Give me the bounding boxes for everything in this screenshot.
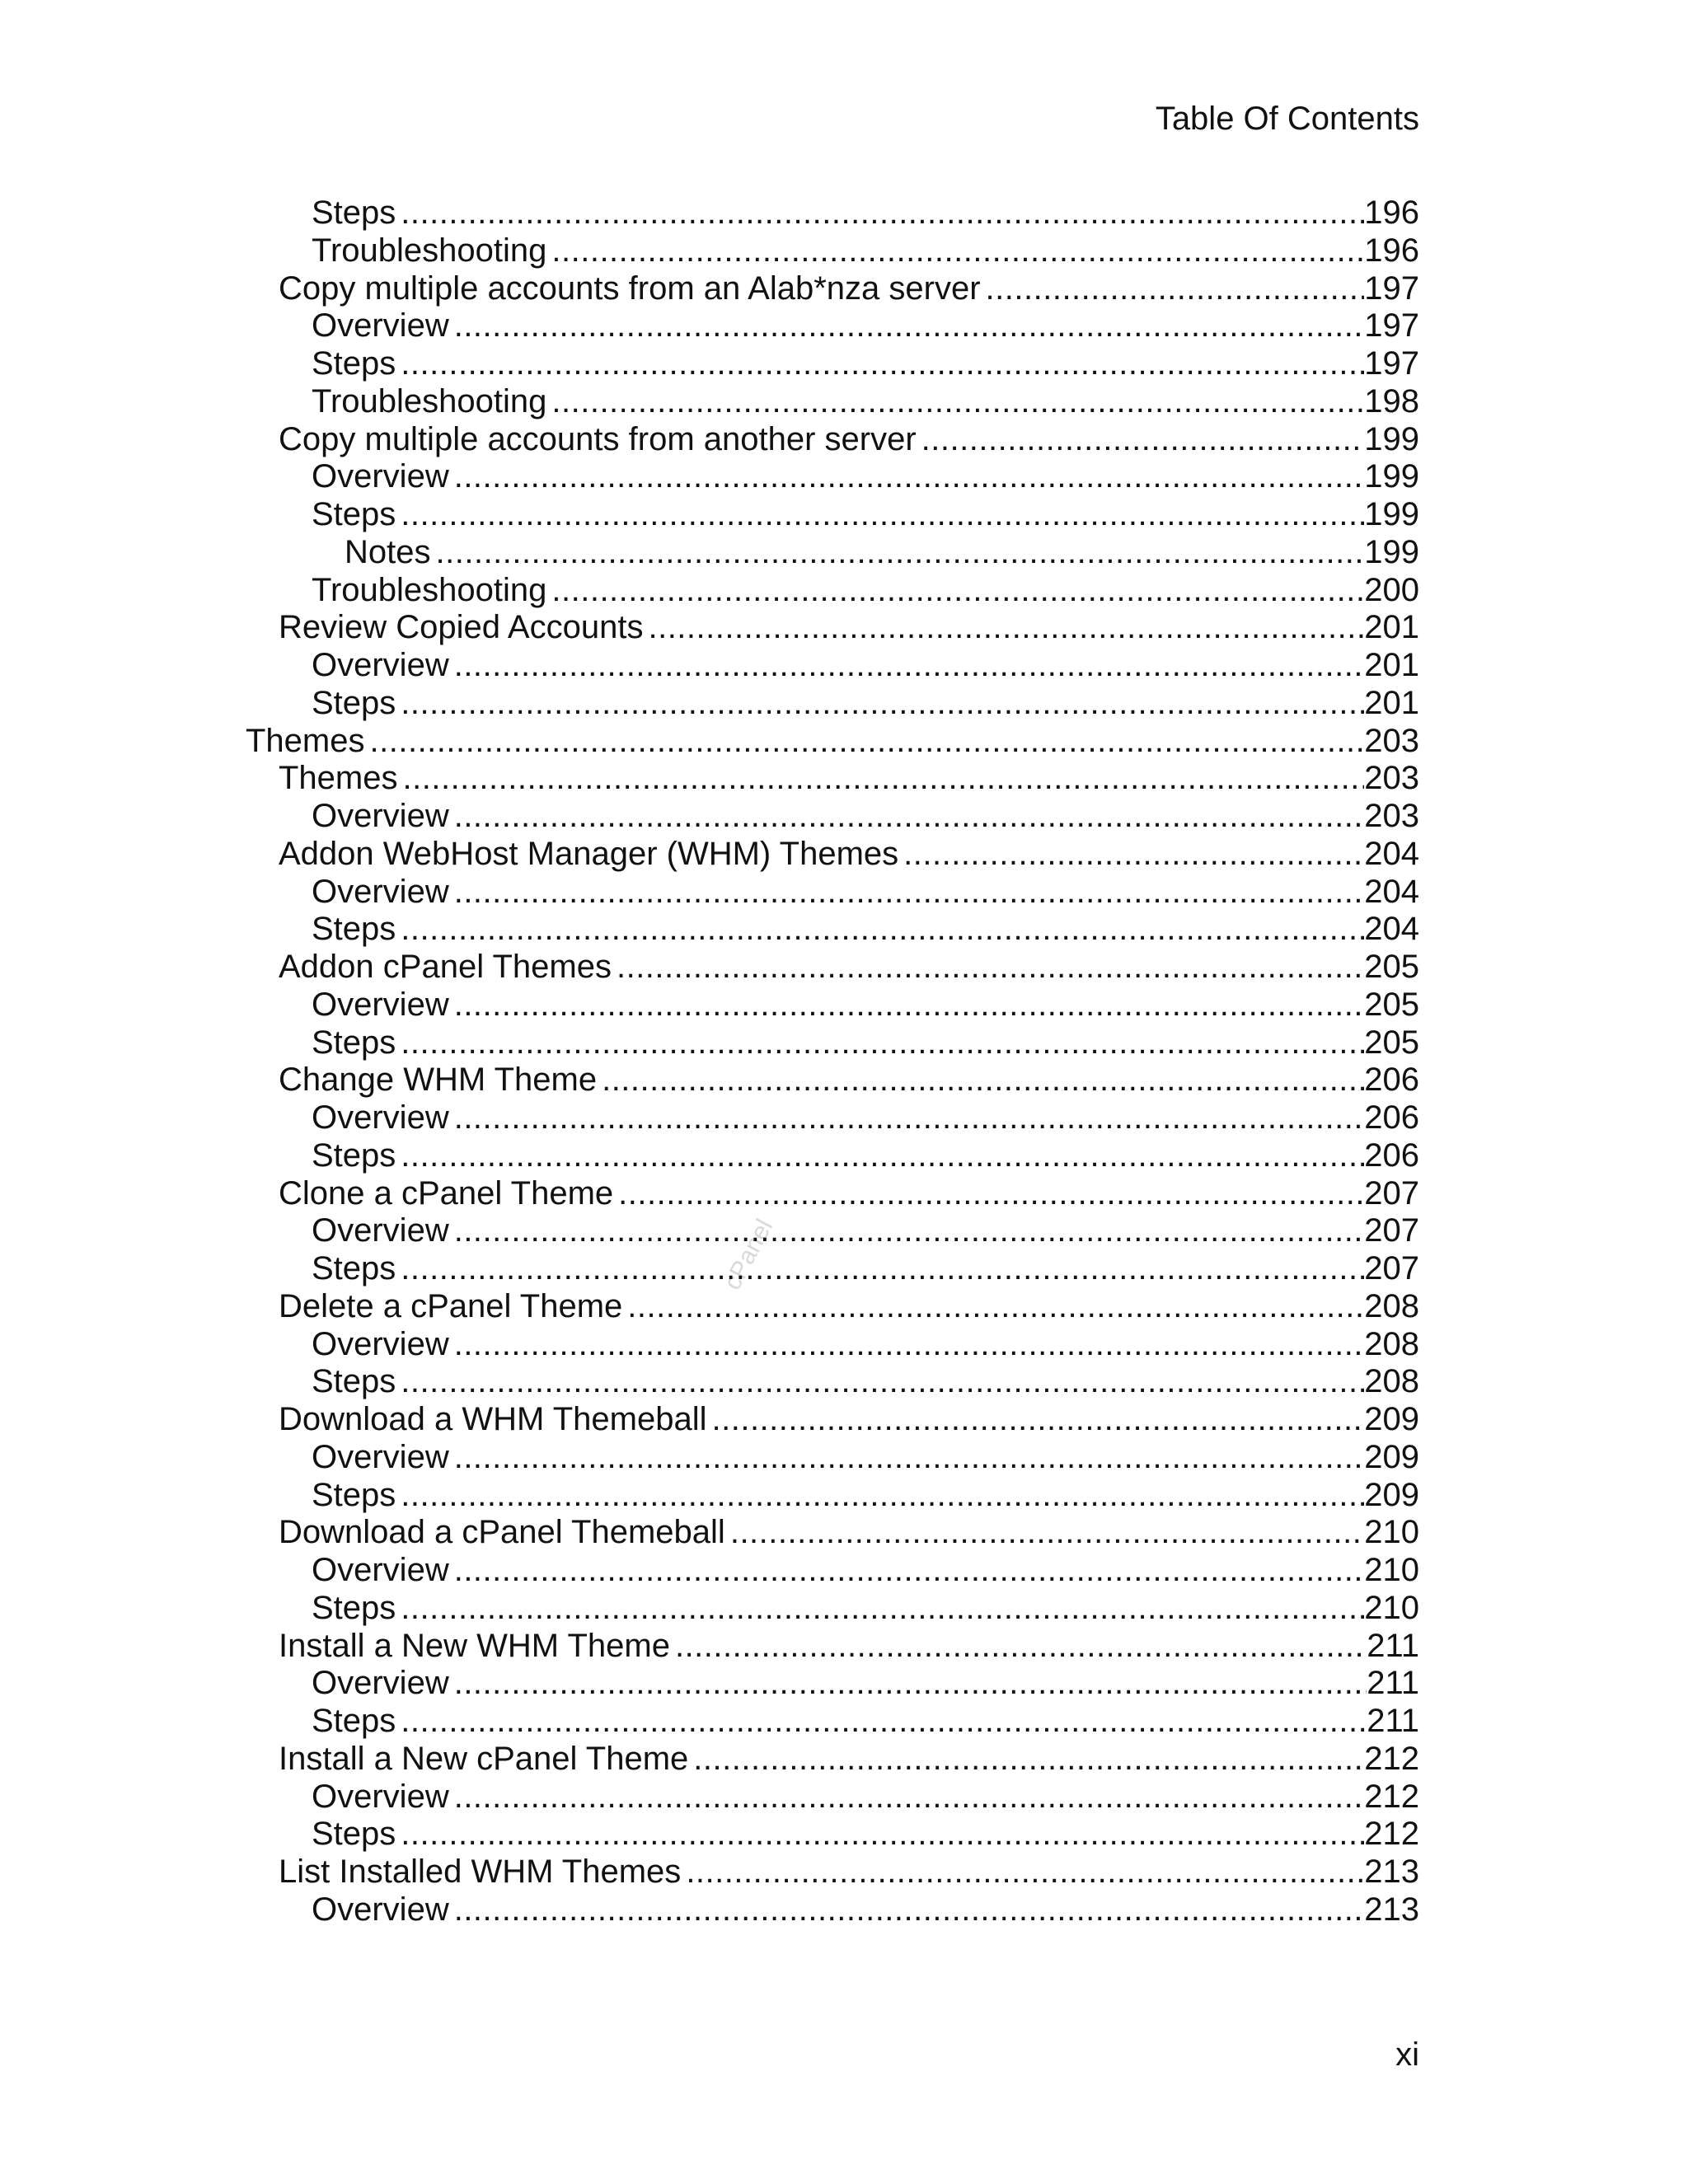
toc-entry-page: 208	[1364, 1287, 1419, 1324]
toc-entry-page: 204	[1364, 835, 1419, 872]
toc-entry-page: 203	[1364, 760, 1419, 797]
dot-leader	[396, 1024, 1364, 1062]
toc-entry-page: 212	[1364, 1778, 1419, 1815]
dot-leader	[449, 1438, 1365, 1476]
toc-entry-title: Steps	[312, 345, 396, 382]
dot-leader	[981, 269, 1365, 307]
toc-entry[interactable]	[312, 797, 1419, 835]
toc-entry-title: Review Copied Accounts	[279, 609, 644, 646]
toc-entry[interactable]	[312, 382, 1419, 420]
toc-entry[interactable]	[312, 684, 1419, 722]
toc-entry[interactable]	[312, 495, 1419, 533]
toc-entry-title: Overview	[312, 1665, 449, 1702]
toc-entry[interactable]	[312, 1362, 1419, 1400]
toc-entry-page: 205	[1364, 986, 1419, 1023]
toc-entry-title: Troubleshooting	[312, 232, 547, 269]
toc-entry-page: 200	[1364, 571, 1419, 608]
toc-entry[interactable]	[312, 1438, 1419, 1476]
dot-leader	[449, 797, 1365, 835]
dot-leader	[449, 1551, 1365, 1589]
dot-leader	[449, 1664, 1367, 1702]
toc-entry-title: Install a New WHM Theme	[279, 1627, 670, 1664]
toc-entry-page: 199	[1364, 458, 1419, 495]
dot-leader	[396, 1476, 1364, 1514]
toc-entry[interactable]	[312, 1551, 1419, 1589]
dot-leader	[643, 608, 1364, 646]
dot-leader	[449, 457, 1365, 495]
dot-leader	[546, 232, 1364, 269]
toc-entry-page: 207	[1364, 1212, 1419, 1249]
toc-entry[interactable]	[279, 759, 1419, 797]
dot-leader	[396, 910, 1364, 948]
dot-leader	[396, 1249, 1364, 1287]
dot-leader	[898, 835, 1364, 873]
toc-entry-title: Themes	[246, 722, 365, 759]
dot-leader	[670, 1627, 1367, 1665]
toc-entry-page: 212	[1364, 1816, 1419, 1853]
toc-entry-page: 199	[1364, 533, 1419, 570]
toc-entry[interactable]	[312, 1664, 1419, 1702]
toc-entry-title: Steps	[312, 194, 396, 231]
toc-entry[interactable]	[312, 457, 1419, 495]
toc-entry[interactable]	[312, 873, 1419, 911]
toc-entry[interactable]	[312, 1476, 1419, 1514]
toc-entry-title: Overview	[312, 1325, 449, 1362]
toc-entry[interactable]	[246, 722, 1419, 760]
toc-entry-title: Overview	[312, 1778, 449, 1815]
dot-leader	[706, 1400, 1364, 1438]
dot-leader	[612, 948, 1364, 986]
toc-entry[interactable]	[279, 835, 1419, 873]
watermark: cPanel	[719, 1215, 779, 1295]
toc-entry-title: Steps	[312, 911, 396, 948]
dot-leader	[396, 684, 1364, 722]
toc-entry[interactable]	[312, 1891, 1419, 1929]
toc-entry-page: 206	[1364, 1137, 1419, 1174]
toc-entry-title: Steps	[312, 496, 396, 532]
toc-entry-page: 208	[1364, 1363, 1419, 1400]
toc-entry[interactable]	[312, 1815, 1419, 1853]
toc-entry[interactable]	[312, 646, 1419, 684]
dot-leader	[449, 646, 1365, 684]
toc-entry-title: Steps	[312, 1476, 396, 1513]
toc-entry[interactable]	[279, 1513, 1419, 1551]
toc-entry-page: 205	[1364, 949, 1419, 985]
toc-entry-title: Copy multiple accounts from an Alab*nza server	[279, 269, 981, 307]
dot-leader	[396, 1137, 1364, 1174]
toc-entry-title: Steps	[312, 1816, 396, 1853]
toc-entry-title: Troubleshooting	[312, 571, 547, 608]
toc-entry-page: 209	[1364, 1476, 1419, 1513]
toc-entry[interactable]	[312, 1702, 1419, 1740]
toc-entry-page: 199	[1364, 496, 1419, 532]
toc-entry[interactable]	[312, 194, 1419, 232]
dot-leader	[546, 382, 1364, 420]
dot-leader	[396, 1815, 1364, 1853]
toc-entry[interactable]	[312, 1099, 1419, 1137]
dot-leader	[597, 1061, 1364, 1099]
toc-entry-title: Install a New cPanel Theme	[279, 1740, 689, 1777]
toc-entry[interactable]	[279, 269, 1419, 307]
dot-leader	[622, 1287, 1364, 1325]
toc-entry-page: 196	[1364, 232, 1419, 269]
toc-entry-title: Overview	[312, 458, 449, 495]
toc-entry[interactable]	[345, 533, 1419, 571]
dot-leader	[431, 533, 1365, 571]
toc-entry[interactable]	[279, 948, 1419, 986]
toc-entry-title: Steps	[312, 1137, 396, 1174]
dot-leader	[365, 722, 1365, 760]
dot-leader	[396, 1702, 1367, 1740]
toc-entry-page: 201	[1364, 647, 1419, 683]
toc-entry-title: Steps	[312, 1703, 396, 1739]
toc-entry[interactable]	[279, 420, 1419, 458]
toc-entry[interactable]	[312, 1212, 1419, 1249]
dot-leader	[546, 571, 1364, 609]
dot-leader	[449, 307, 1365, 344]
toc-entry-page: 209	[1364, 1401, 1419, 1437]
toc-entry-title: Download a WHM Themeball	[279, 1401, 707, 1437]
toc-entry[interactable]	[312, 1589, 1419, 1627]
toc-entry[interactable]	[279, 1287, 1419, 1325]
dot-leader	[396, 1362, 1364, 1400]
toc-entry-page: 199	[1364, 420, 1419, 457]
toc-entry-title: Troubleshooting	[312, 382, 547, 419]
dot-leader	[449, 1212, 1365, 1249]
toc-entry-page: 213	[1364, 1891, 1419, 1928]
dot-leader	[449, 1099, 1365, 1137]
toc-entry-title: Overview	[312, 798, 449, 834]
toc-entry-title: Addon cPanel Themes	[279, 949, 612, 985]
dot-leader	[688, 1740, 1364, 1778]
toc-entry[interactable]	[279, 608, 1419, 646]
toc-entry[interactable]	[312, 1778, 1419, 1816]
page-number: xi	[1395, 2036, 1419, 2073]
toc-entry-page: 209	[1364, 1438, 1419, 1475]
dot-leader	[396, 344, 1364, 382]
toc-entry-page: 197	[1364, 345, 1419, 382]
toc-entry[interactable]	[312, 986, 1419, 1024]
toc-entry[interactable]	[279, 1400, 1419, 1438]
toc-entry-page: 210	[1364, 1514, 1419, 1551]
toc-entry-title: Overview	[312, 647, 449, 683]
toc-entry-page: 210	[1364, 1589, 1419, 1626]
toc-entry-page: 207	[1364, 1250, 1419, 1286]
toc-entry-page: 213	[1364, 1854, 1419, 1890]
dot-leader	[725, 1513, 1364, 1551]
toc-entry-page: 197	[1364, 307, 1419, 344]
dot-leader	[917, 420, 1365, 458]
toc-entry-title: Themes	[279, 760, 398, 797]
toc-entry[interactable]	[279, 1853, 1419, 1891]
toc-entry-page: 211	[1367, 1665, 1419, 1702]
dot-leader	[449, 1891, 1365, 1929]
toc-entry[interactable]	[312, 910, 1419, 948]
toc-entry-title: Steps	[312, 1363, 396, 1400]
toc-entry-title: Steps	[312, 1024, 396, 1061]
toc-entry-page: 207	[1364, 1174, 1419, 1212]
toc-entry-title: Overview	[312, 986, 449, 1023]
dot-leader	[449, 1778, 1365, 1816]
toc-entry-title: Steps	[312, 1250, 396, 1286]
toc-entry-page: 204	[1364, 873, 1419, 910]
toc-entry[interactable]	[279, 1627, 1419, 1665]
toc-entry-title: Addon WebHost Manager (WHM) Themes	[279, 835, 899, 872]
toc-entry-page: 211	[1367, 1703, 1419, 1739]
toc-entry[interactable]	[312, 307, 1419, 344]
toc-entry[interactable]	[312, 1024, 1419, 1062]
toc-entry[interactable]	[312, 232, 1419, 269]
dot-leader	[396, 194, 1364, 232]
toc-entry[interactable]	[279, 1174, 1419, 1212]
toc-entry-title: Notes	[345, 533, 431, 570]
toc-entry-title: Overview	[312, 1438, 449, 1475]
toc-entry-page: 208	[1364, 1325, 1419, 1362]
toc-entry-title: Overview	[312, 1552, 449, 1588]
toc-entry-page: 212	[1364, 1740, 1419, 1777]
toc-entry-page: 197	[1364, 269, 1419, 307]
dot-leader	[681, 1853, 1364, 1891]
toc-entry-title: Overview	[312, 307, 449, 344]
dot-leader	[449, 873, 1365, 911]
toc-entry-page: 206	[1364, 1062, 1419, 1099]
toc-entry-page: 201	[1364, 609, 1419, 646]
toc-entry-page: 210	[1364, 1552, 1419, 1588]
toc-entry-page: 204	[1364, 911, 1419, 948]
toc-entry-title: Overview	[312, 1212, 449, 1249]
toc-entry-title: Download a cPanel Themeball	[279, 1514, 725, 1551]
toc-entry-title: Steps	[312, 1589, 396, 1626]
toc-entry-page: 203	[1364, 798, 1419, 834]
toc-entry-page: 206	[1364, 1099, 1419, 1136]
toc-entry[interactable]	[279, 1061, 1419, 1099]
toc-entry-title: Clone a cPanel Theme	[279, 1174, 614, 1212]
toc-entry-title: Overview	[312, 1099, 449, 1136]
toc-entry-title: Delete a cPanel Theme	[279, 1287, 623, 1324]
dot-leader	[396, 1589, 1364, 1627]
toc-entry-title: Change WHM Theme	[279, 1062, 598, 1099]
running-header: Table Of Contents	[1155, 101, 1419, 137]
toc-entry-title: Overview	[312, 873, 449, 910]
toc-entry-page: 198	[1364, 382, 1419, 419]
toc-entry-page: 211	[1367, 1627, 1419, 1664]
toc-entry-title: List Installed WHM Themes	[279, 1854, 682, 1890]
toc-entry-title: Copy multiple accounts from another server	[279, 420, 917, 457]
dot-leader	[396, 495, 1364, 533]
toc-entry-page: 203	[1364, 722, 1419, 759]
toc-entry-title: Steps	[312, 684, 396, 721]
toc-entry[interactable]	[312, 1137, 1419, 1174]
toc-entry-title: Overview	[312, 1891, 449, 1928]
toc-entry[interactable]	[279, 1740, 1419, 1778]
toc-entry-page: 205	[1364, 1024, 1419, 1061]
dot-leader	[398, 759, 1365, 797]
toc-entry-page: 201	[1364, 684, 1419, 721]
toc-entry[interactable]	[312, 1249, 1419, 1287]
dot-leader	[613, 1174, 1364, 1212]
toc-entry-page: 196	[1364, 194, 1419, 231]
dot-leader	[449, 986, 1365, 1024]
dot-leader	[449, 1325, 1365, 1363]
toc-entry[interactable]	[312, 1325, 1419, 1363]
toc-entry[interactable]	[312, 571, 1419, 609]
toc-entry[interactable]	[312, 344, 1419, 382]
